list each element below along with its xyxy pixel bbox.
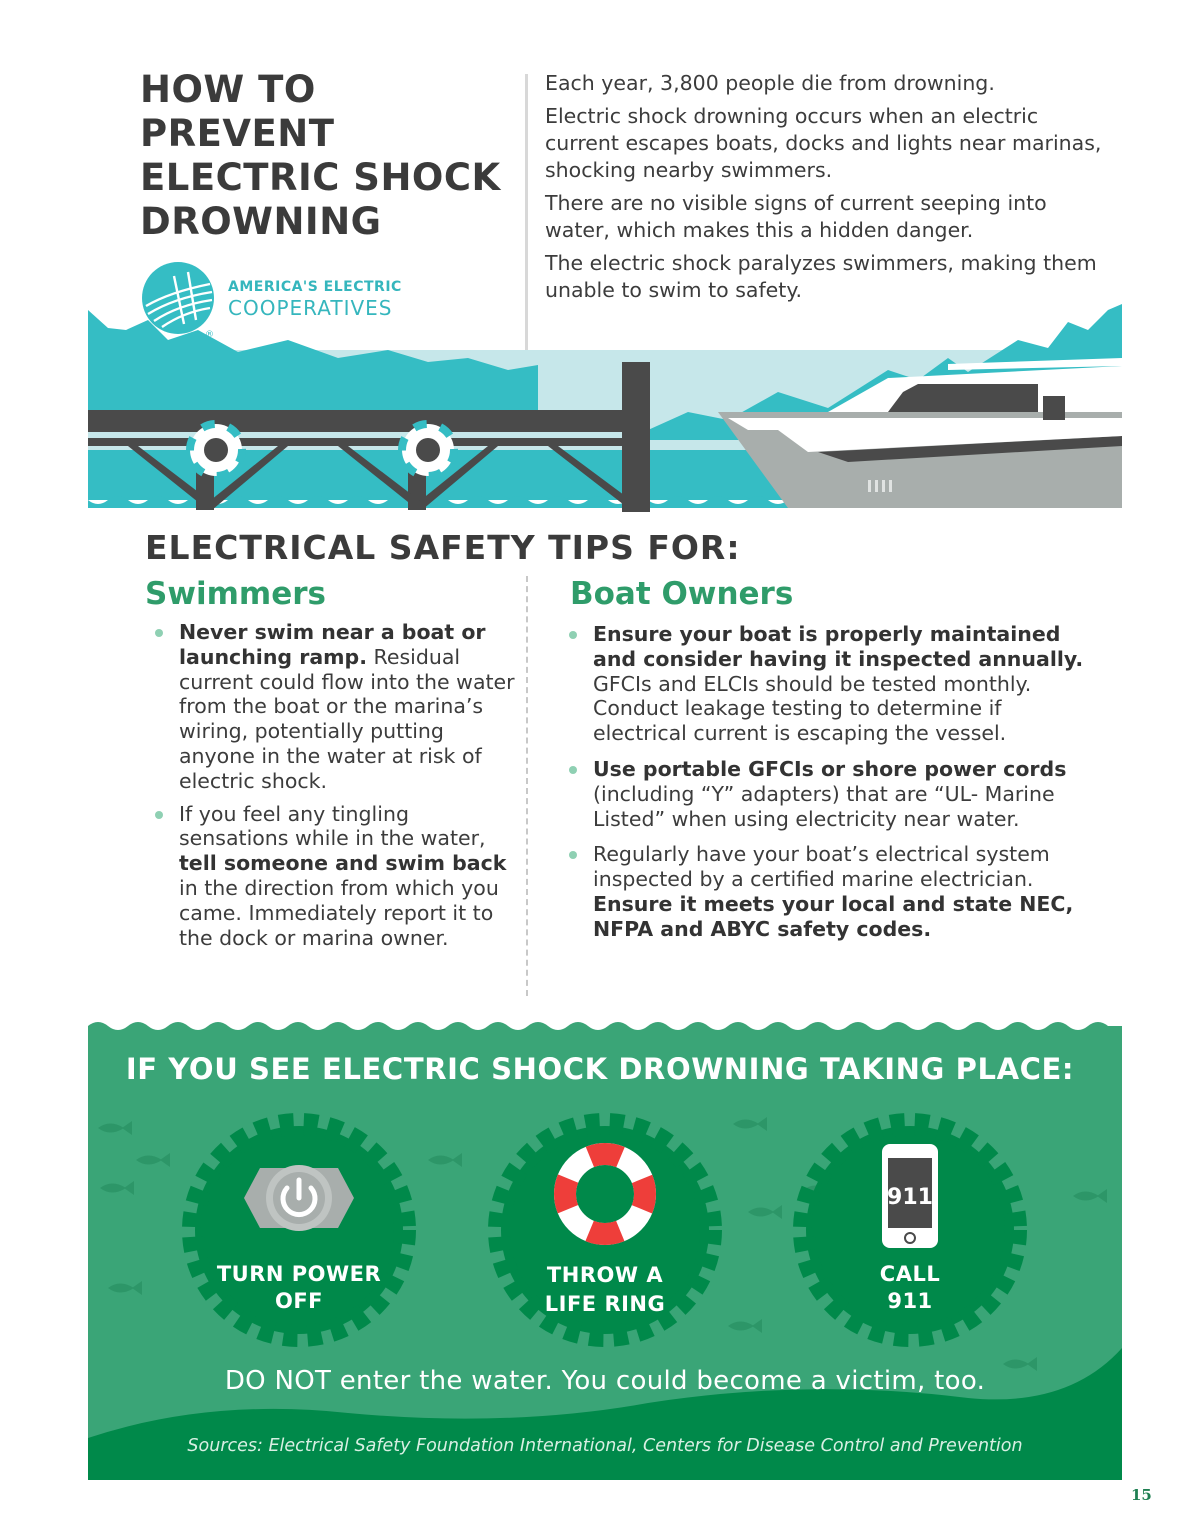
action-turn-power-off — [189, 1261, 409, 1315]
list-item — [155, 802, 515, 951]
action-label-line: LIFE RING — [544, 1292, 666, 1316]
power-button-icon — [244, 1165, 354, 1231]
registered-mark: ® — [205, 330, 214, 338]
list-item — [569, 757, 1089, 831]
intro-paragraph: There are no visible signs of current seeping into water, which makes this a hidden danger. — [545, 191, 1047, 242]
tip-text: GFCIs and ELCIs should be tested monthly. Conduct leakage testing to determine if electrical current is escaping the vessel. — [593, 671, 1032, 746]
sources-note: Sources: Electrical Safety Foundation International, Centers for Disease Control and Prevention — [187, 1436, 1023, 1456]
action-label-line: OFF — [274, 1289, 324, 1313]
dock-life-ring-icon — [190, 424, 242, 476]
list-item — [569, 842, 1089, 941]
tip-emphasis: Use portable GFCIs or shore power cords — [593, 756, 1067, 781]
tip-text: Regularly have your boat’s electrical system inspected by a certified marine electrician. — [593, 842, 1050, 892]
tip-emphasis: Ensure your boat is properly maintained and consider having it inspected annually. — [593, 622, 1084, 671]
phone-icon — [882, 1144, 938, 1248]
intro-paragraph: The electric shock paralyzes swimmers, making them unable to swim to safety. — [545, 251, 1097, 302]
tip-emphasis: tell someone and swim back — [179, 851, 507, 876]
column-divider — [526, 576, 528, 996]
page-number: 15 — [1131, 1486, 1152, 1504]
mountains-left — [88, 310, 538, 420]
action-throw-life-ring — [495, 1261, 715, 1319]
title-line: HOW TO — [140, 68, 316, 111]
swimmers-tips-list — [155, 620, 515, 958]
phone-screen-text: 911 — [887, 1185, 933, 1210]
tip-emphasis: Never swim near a boat or launching ramp. — [179, 620, 486, 669]
intro-paragraph: Electric shock drowning occurs when an electric current escapes boats, docks and lights near marinas, shocking nearby swimmers. — [545, 104, 1102, 182]
marina-illustration — [88, 300, 1122, 520]
page-title — [140, 68, 520, 244]
title-line: DROWNING — [140, 200, 382, 243]
title-line: PREVENT — [140, 112, 335, 155]
intro-paragraph: Each year, 3,800 people die from drowning. — [545, 71, 995, 95]
boat-owners-heading: Boat Owners — [570, 576, 794, 612]
emergency-panel — [88, 1018, 1122, 1480]
list-item — [155, 620, 515, 794]
logo-line-1: AMERICA'S ELECTRIC — [228, 279, 402, 295]
safety-tips-heading: ELECTRICAL SAFETY TIPS FOR: — [145, 528, 741, 567]
do-not-enter-warning: DO NOT enter the water. You could become a victim, too. — [224, 1366, 986, 1396]
dock-life-ring-icon — [402, 424, 454, 476]
tip-text: Residual current could flow into the water from the boat or the marina’s wiring, potentially putting anyone in the water at risk of electric shock. — [179, 644, 515, 793]
action-label-line: 911 — [887, 1289, 933, 1313]
tip-text: If you feel any tingling sensations while in the water, — [179, 801, 486, 851]
tip-text: (including “Y” adapters) that are “UL- Marine Listed” when using electricity near water. — [593, 781, 1055, 831]
intro-text — [545, 70, 1105, 310]
emergency-heading: IF YOU SEE ELECTRIC SHOCK DROWNING TAKING PLACE: — [125, 1052, 1075, 1086]
title-line: ELECTRIC SHOCK — [140, 156, 501, 199]
action-label-line: THROW A — [546, 1263, 664, 1287]
action-label-line: TURN POWER — [216, 1262, 382, 1286]
swimmers-heading: Swimmers — [145, 576, 326, 612]
logo-line-2: COOPERATIVES — [228, 296, 393, 320]
action-label-line: CALL — [879, 1262, 941, 1286]
tip-emphasis: Ensure it meets your local and state NEC, NFPA and ABYC safety codes. — [593, 891, 1074, 941]
tip-text: in the direction from which you came. Immediately report it to the dock or marina owner. — [179, 875, 499, 950]
boat-owners-tips-list — [569, 622, 1089, 953]
list-item — [569, 622, 1089, 746]
action-call-911 — [800, 1261, 1020, 1315]
